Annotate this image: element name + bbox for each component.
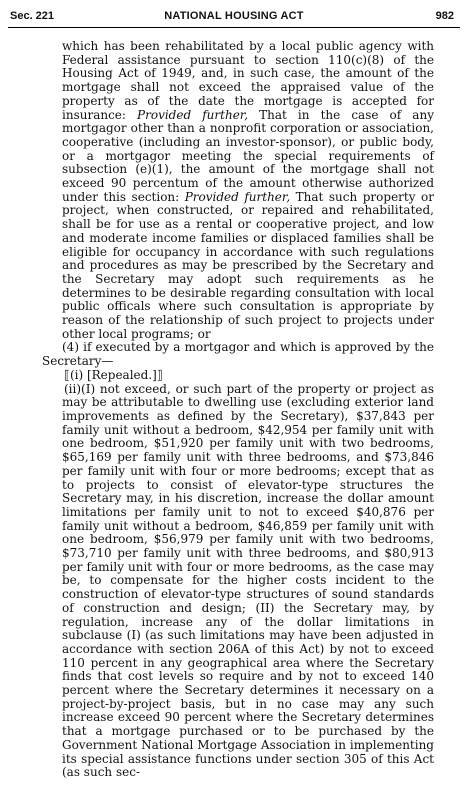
paragraph-clause-ii: (ii)(I) not exceed, or such part of the property or project as may be attributable to dwelling use (excluding exterior land improvements as defined by the Secretary), $37,843 per family unit without a bedroom, $42,954 per family unit with one bedroom, $51,920 per family unit with two bedrooms, $65,169 per family unit with three bedrooms, and $73,846 per family unit with four or more bedrooms; except that as to projects to consist of elevator-type structures the Secretary may, in his discretion, increase the dollar amount limitations per family unit to not to exceed $40,876 per family unit without a bedroom, $46,859 per family unit with one bedroom, $56,979 per family unit with two bedrooms, $73,710 per family unit with three bedrooms, and $80,913 per family unit with four or more bedrooms, as the case may be, to compensate for the higher costs incident to the construction of elevator-type structures of sound standards of construction and design; (II) the Secretary may, by regulation, increase any of the dollar limitations in subclause (I) (as such limitations may have been adjusted in accordance with section 206A of this Act) by not to exceed 110 percent in any geographical area where the Secretary finds that cost levels so require and by not to exceed 140 percent where the Secretary determines it necessary on a project-by-project basis, but in no case may any such increase exceed 90 percent where the Secretary determines that a mortgage purchased or to be purchased by the Government National Mortgage Association in implementing its special assistance functions under section 305 of this Act (as such sec- <box>62 381 434 780</box>
paragraph-repealed: ⟦(i) [Repealed.]⟧ <box>64 367 163 382</box>
page-number: 982 <box>435 10 454 22</box>
header-title: NATIONAL HOUSING ACT <box>164 10 304 22</box>
header-rule <box>8 27 460 28</box>
section-label: Sec. 221 <box>10 10 55 22</box>
running-header <box>8 8 460 24</box>
paragraph-text: That in the case of any mortgagor other than a nonprofit corporation or association, cooperative (including an investor-sponsor), or public body, or a mortgagor meeting the special requirements of subsection (e)(1), the amount of the mortgage shall not exceed 90 percentum of the amount otherwise authorized under this section: <box>62 107 434 204</box>
proviso-italic: Provided further, <box>184 189 291 204</box>
paragraph-text: which has been rehabilitated by a local public agency with Federal assistance pursuant to section 110(c)(8) of the Housing Act of 1949, and, in such case, the amount of the mortgage shall not exceed the appraised value of the property as of the date the mortgage is accepted for insurance: <box>62 39 434 122</box>
document-body <box>0 40 468 780</box>
paragraph-text: That such property or project, when constructed, or repaired and rehabilitated, shall be for use as a rental or cooperative project, and low and moderate income families or displaced families shall be eligible for occupancy in accordance with such regulations and procedures as may be prescribed by the Secretary and the Secretary may adopt such requirements as he determines to be desirable regarding consultation with local public officals where such consultation is appropriate by reason of the relationship of such project to projects under other local programs; or <box>62 189 434 341</box>
paragraph-clause-4: (4) if executed by a mortgagor and which is approved by the Secretary— <box>42 340 434 369</box>
proviso-italic: Provided further, <box>137 107 249 122</box>
paragraph-continuation <box>0 40 468 341</box>
